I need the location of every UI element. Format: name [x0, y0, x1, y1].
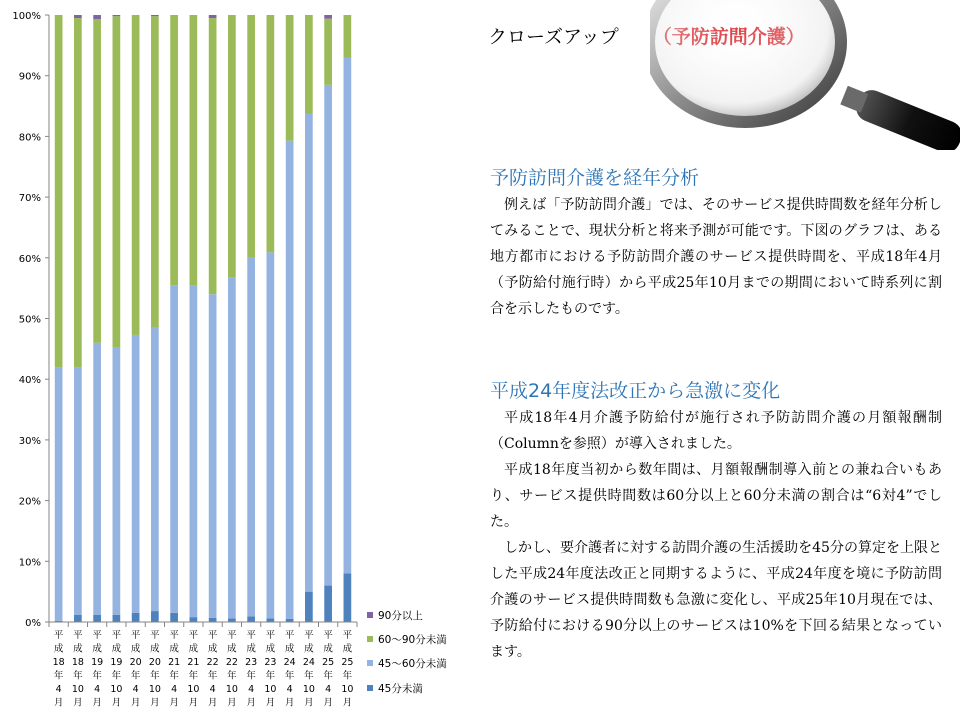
bar-segment: [151, 611, 159, 622]
x-tick-label: 20: [129, 657, 142, 668]
x-tick-label: 平: [169, 630, 179, 641]
bar-segment: [113, 16, 121, 347]
bar-segment: [344, 573, 352, 622]
bar-segment: [209, 15, 217, 18]
bar-segment: [190, 15, 198, 286]
legend-swatch: [367, 660, 373, 666]
bar-segment: [247, 258, 255, 617]
y-tick-label: 20%: [18, 496, 41, 508]
x-tick-label: 平: [92, 630, 102, 641]
x-tick-label: 年: [227, 670, 237, 682]
x-tick-label: 4: [94, 684, 101, 695]
bar-segment: [74, 367, 82, 615]
legend-label: 60～90分未満: [378, 634, 447, 646]
section1-paragraph: 例えば「予防訪問介護」では、そのサービス提供時間数を経年分析してみることで、現状分析と将来予測が可能です。下図のグラフは、ある地方都市における予防訪問介護のサービス提供時間を、平成18年4月（予防給付施行時）から平成25年10月までの期間において時系列に割合を示したものです。: [490, 197, 942, 317]
x-tick-label: 18: [71, 657, 84, 668]
x-tick-label: 19: [110, 657, 123, 668]
x-tick-label: 23: [245, 657, 258, 668]
bar-segment: [324, 85, 332, 586]
bar-segment: [228, 15, 236, 278]
x-tick-label: 4: [209, 684, 216, 695]
closeup-label: クローズアップ: [488, 26, 619, 48]
x-tick-label: 19: [91, 657, 104, 668]
x-tick-label: 成: [246, 643, 256, 655]
legend-label: 45～60分未満: [378, 658, 447, 670]
x-tick-label: 平: [150, 630, 160, 641]
x-tick-label: 4: [55, 684, 62, 695]
bar-segment: [324, 586, 332, 622]
section2-paragraph-2: 平成18年度当初から数年間は、月額報酬制導入前との兼ね合いもあり、サービス提供時間数は60分以上と60分未満の割合は“6対4”でした。: [490, 462, 942, 530]
x-tick-label: 年: [188, 670, 199, 682]
x-tick-label: 成: [265, 643, 276, 655]
section2-title: 平成24年度法改正から急激に変化: [490, 380, 781, 402]
bar-segment: [151, 15, 159, 16]
stacked-bar-chart: [0, 0, 470, 720]
bar-segment: [286, 15, 294, 141]
section1-title: 予防訪問介護を経年分析: [490, 167, 700, 189]
bar-segment: [55, 367, 63, 621]
x-tick-label: 成: [150, 643, 160, 655]
x-tick-label: 平: [188, 630, 199, 641]
x-tick-label: 25: [322, 657, 335, 668]
x-tick-label: 平: [207, 630, 218, 641]
bar-segment: [151, 328, 159, 611]
x-tick-label: 年: [246, 670, 256, 682]
x-tick-label: 成: [73, 643, 83, 655]
x-tick-label: 月: [323, 697, 333, 709]
x-tick-label: 月: [73, 697, 83, 709]
legend-swatch: [367, 636, 373, 642]
x-tick-label: 月: [342, 697, 353, 709]
bar-segment: [74, 15, 82, 18]
x-tick-label: 25: [341, 657, 354, 668]
x-tick-label: 年: [111, 670, 122, 682]
legend-swatch: [367, 612, 373, 618]
section2-paragraph-3: しかし、要介護者に対する訪問介護の生活援助を45分の算定を上限とした平成24年度法改正と同期するように、平成24年度を境に予防訪問介護のサービス提供時間数も急激に変化し、平成25年10月現在では、予防給付における90分以上のサービスは10%を下回る結果となっています。: [490, 540, 942, 660]
x-tick-label: 22: [225, 657, 238, 668]
bar-segment: [267, 15, 275, 252]
x-tick-label: 成: [342, 643, 353, 655]
legend-swatch: [367, 685, 373, 691]
x-tick-label: 4: [132, 684, 139, 695]
x-tick-label: 月: [188, 697, 199, 709]
x-tick-label: 年: [323, 670, 333, 682]
y-tick-label: 60%: [18, 253, 41, 265]
y-tick-label: 100%: [12, 11, 41, 22]
x-tick-label: 10: [187, 684, 200, 695]
bar-segment: [55, 15, 63, 367]
x-tick-label: 成: [111, 643, 122, 655]
x-tick-label: 月: [53, 697, 64, 709]
y-tick-label: 90%: [18, 71, 41, 83]
x-tick-label: 平: [304, 630, 314, 641]
x-tick-label: 10: [110, 684, 123, 695]
bar-segment: [93, 19, 101, 343]
x-tick-label: 平: [342, 630, 353, 641]
x-tick-label: 平: [73, 630, 83, 641]
x-tick-label: 年: [53, 670, 64, 682]
y-tick-label: 80%: [18, 132, 41, 144]
bar-segment: [132, 613, 140, 622]
section2-paragraph-1: 平成18年4月介護予防給付が施行され予防訪問介護の月額報酬制（Columnを参照）が導入されました。: [490, 410, 942, 452]
x-tick-label: 平: [227, 630, 237, 641]
y-tick-label: 40%: [18, 375, 41, 387]
y-tick-label: 0%: [25, 618, 41, 629]
x-tick-label: 成: [188, 643, 199, 655]
x-tick-label: 月: [92, 697, 102, 709]
y-tick-label: 70%: [18, 193, 41, 205]
y-tick-label: 50%: [18, 314, 41, 326]
x-tick-label: 成: [207, 643, 218, 655]
x-tick-label: 年: [169, 670, 179, 682]
x-tick-label: 年: [130, 670, 141, 682]
x-tick-label: 10: [148, 684, 161, 695]
x-tick-label: 10: [341, 684, 354, 695]
x-tick-label: 年: [304, 670, 314, 682]
x-tick-label: 24: [302, 657, 315, 668]
bar-segment: [267, 252, 275, 618]
bar-segment: [324, 19, 332, 85]
x-tick-label: 月: [265, 697, 276, 709]
x-tick-label: 成: [53, 643, 64, 655]
bar-segment: [344, 57, 352, 573]
x-tick-label: 年: [92, 670, 102, 682]
bar-segment: [228, 278, 236, 619]
y-tick-label: 10%: [18, 557, 41, 569]
bar-segment: [93, 15, 101, 19]
bar-segment: [305, 592, 313, 622]
x-tick-label: 20: [148, 657, 161, 668]
bar-segment: [170, 285, 178, 613]
section2-body: [490, 405, 942, 665]
x-tick-label: 月: [304, 697, 314, 709]
legend-label: 45分未満: [378, 683, 423, 695]
bar-segment: [170, 613, 178, 622]
x-tick-label: 月: [111, 697, 122, 709]
bar-segment: [93, 343, 101, 615]
x-tick-label: 4: [325, 684, 332, 695]
x-tick-label: 月: [130, 697, 141, 709]
bar-segment: [74, 615, 82, 622]
x-tick-label: 月: [284, 697, 295, 709]
y-tick-label: 30%: [18, 435, 41, 447]
bar-segment: [267, 618, 275, 622]
x-tick-label: 平: [323, 630, 333, 641]
x-tick-label: 年: [284, 670, 295, 682]
x-tick-label: 18: [52, 657, 65, 668]
bar-segment: [209, 294, 217, 618]
bar-segment: [209, 18, 217, 294]
x-tick-label: 21: [187, 657, 200, 668]
section1-body: [490, 192, 942, 322]
x-tick-label: 10: [302, 684, 315, 695]
legend-label: 90分以上: [378, 610, 423, 622]
x-tick-label: 平: [265, 630, 276, 641]
x-tick-label: 成: [323, 643, 333, 655]
x-tick-label: 月: [150, 697, 160, 709]
x-tick-label: 成: [304, 643, 314, 655]
x-tick-label: 4: [248, 684, 255, 695]
bar-segment: [170, 15, 178, 285]
x-tick-label: 平: [53, 630, 64, 641]
x-tick-label: 成: [169, 643, 179, 655]
x-tick-label: 年: [150, 670, 160, 682]
bar-segment: [344, 15, 352, 57]
bar-segment: [93, 615, 101, 622]
x-tick-label: 10: [225, 684, 238, 695]
bar-segment: [74, 18, 82, 367]
x-tick-label: 年: [342, 670, 353, 682]
x-tick-label: 10: [71, 684, 84, 695]
bar-segment: [209, 618, 217, 622]
x-tick-label: 年: [207, 670, 218, 682]
x-tick-label: 23: [264, 657, 277, 668]
x-tick-label: 平: [130, 630, 141, 641]
x-tick-label: 4: [171, 684, 178, 695]
bar-segment: [151, 16, 159, 327]
x-tick-label: 4: [286, 684, 293, 695]
bar-segment: [113, 348, 121, 615]
x-tick-label: 成: [227, 643, 237, 655]
bar-segment: [286, 141, 294, 619]
x-tick-label: 24: [283, 657, 296, 668]
x-tick-label: 年: [265, 670, 276, 682]
x-tick-label: 年: [73, 670, 83, 682]
x-tick-label: 21: [168, 657, 181, 668]
bar-segment: [305, 114, 313, 592]
x-tick-label: 22: [206, 657, 219, 668]
x-tick-label: 成: [92, 643, 102, 655]
bar-segment: [132, 15, 140, 335]
x-tick-label: 成: [130, 643, 141, 655]
x-tick-label: 月: [169, 697, 179, 709]
x-tick-label: 月: [227, 697, 237, 709]
bar-segment: [247, 15, 255, 258]
x-tick-label: 10: [264, 684, 277, 695]
bar-segment: [132, 335, 140, 613]
x-tick-label: 平: [246, 630, 256, 641]
bar-segment: [305, 15, 313, 114]
bar-segment: [113, 615, 121, 622]
x-tick-label: 月: [246, 697, 256, 709]
magnifier-glass-icon: [650, 0, 960, 150]
x-tick-label: 平: [284, 630, 295, 641]
bar-segment: [190, 286, 198, 617]
bar-segment: [190, 617, 198, 622]
x-tick-label: 月: [207, 697, 218, 709]
bar-segment: [324, 15, 332, 19]
bar-segment: [247, 617, 255, 622]
bar-segment: [113, 15, 121, 16]
bar-segment: [228, 618, 236, 622]
x-tick-label: 平: [111, 630, 122, 641]
x-tick-label: 成: [284, 643, 295, 655]
